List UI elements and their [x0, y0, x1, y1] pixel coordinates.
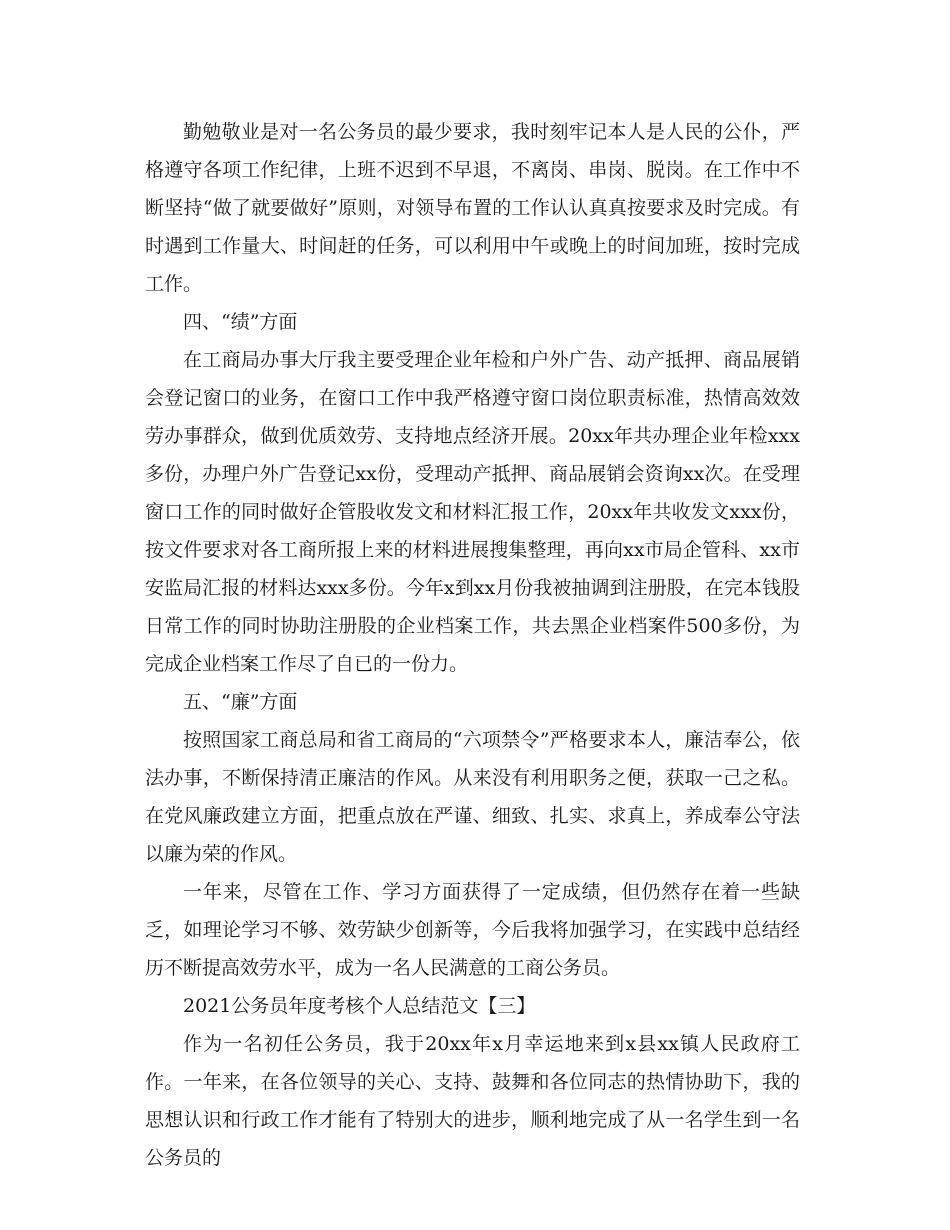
- section-heading-integrity: 五、“廉”方面: [183, 691, 298, 713]
- paragraph-integrity: 按照国家工商总局和省工商局的“六项禁令”严格要求本人，廉洁奉公，依法办事，不断保持清正廉洁的作风。从来没有利用职务之便，获取一己之私。在党风廉政建立方面，把重点放在严谨、细致、扎实、求真上，养成奉公守法以廉为荣的作风。: [145, 729, 800, 865]
- paragraph-diligence: 勤勉敬业是对一名公务员的最少要求，我时刻牢记本人是人民的公仆，严格遵守各项工作纪律，上班不迟到不早退，不离岗、串岗、脱岗。在工作中不断坚持“做了就要做好”原则，对领导布置的工作认认真真按要求及时完成。有时遇到工作量大、时间赶的任务，可以利用中午或晚上的时间加班，按时完成工作。: [145, 121, 800, 295]
- paragraph-performance: 在工商局办事大厅我主要受理企业年检和户外广告、动产抵押、商品展销会登记窗口的业务，在窗口工作中我严格遵守窗口岗位职责标准，热情高效效劳办事群众，做到优质效劳、支持地点经济开展。20xx年共办理企业年检xxx多份，办理户外广告登记xx份，受理动产抵押、商品展销会资询xx次。在受理窗口工作的同时做好企管股收发文和材料汇报工作，20xx年共收发文xxx份，按文件要求对各工商所报上来的材料进展搜集整理，再向xx市局企管科、xx市安监局汇报的材料达xxx多份。今年x到xx月份我被抽调到注册股，在完本钱股日常工作的同时协助注册股的企业档案工作，共去黑企业档案件500多份，为完成企业档案工作尽了自已的一份力。: [145, 349, 800, 675]
- section-heading-performance: 四、“绩”方面: [183, 311, 298, 333]
- paragraph-introduction: 作为一名初任公务员，我于20xx年x月幸运地来到x县xx镇人民政府工作。一年来，在各位领导的关心、支持、鼓舞和各位同志的热情协助下，我的思想认识和行政工作才能有了特别大的进步，顺利地完成了从一名学生到一名公务员的: [145, 1033, 800, 1169]
- paragraph-summary: 一年来，尽管在工作、学习方面获得了一定成绩，但仍然存在着一些缺乏，如理论学习不够、效劳缺少创新等，今后我将加强学习，在实践中总结经历不断提高效劳水平，成为一名人民满意的工商公务员。: [145, 881, 800, 979]
- document-subtitle: 2021公务员年度考核个人总结范文【三】: [183, 995, 536, 1017]
- document-body: [145, 113, 800, 1177]
